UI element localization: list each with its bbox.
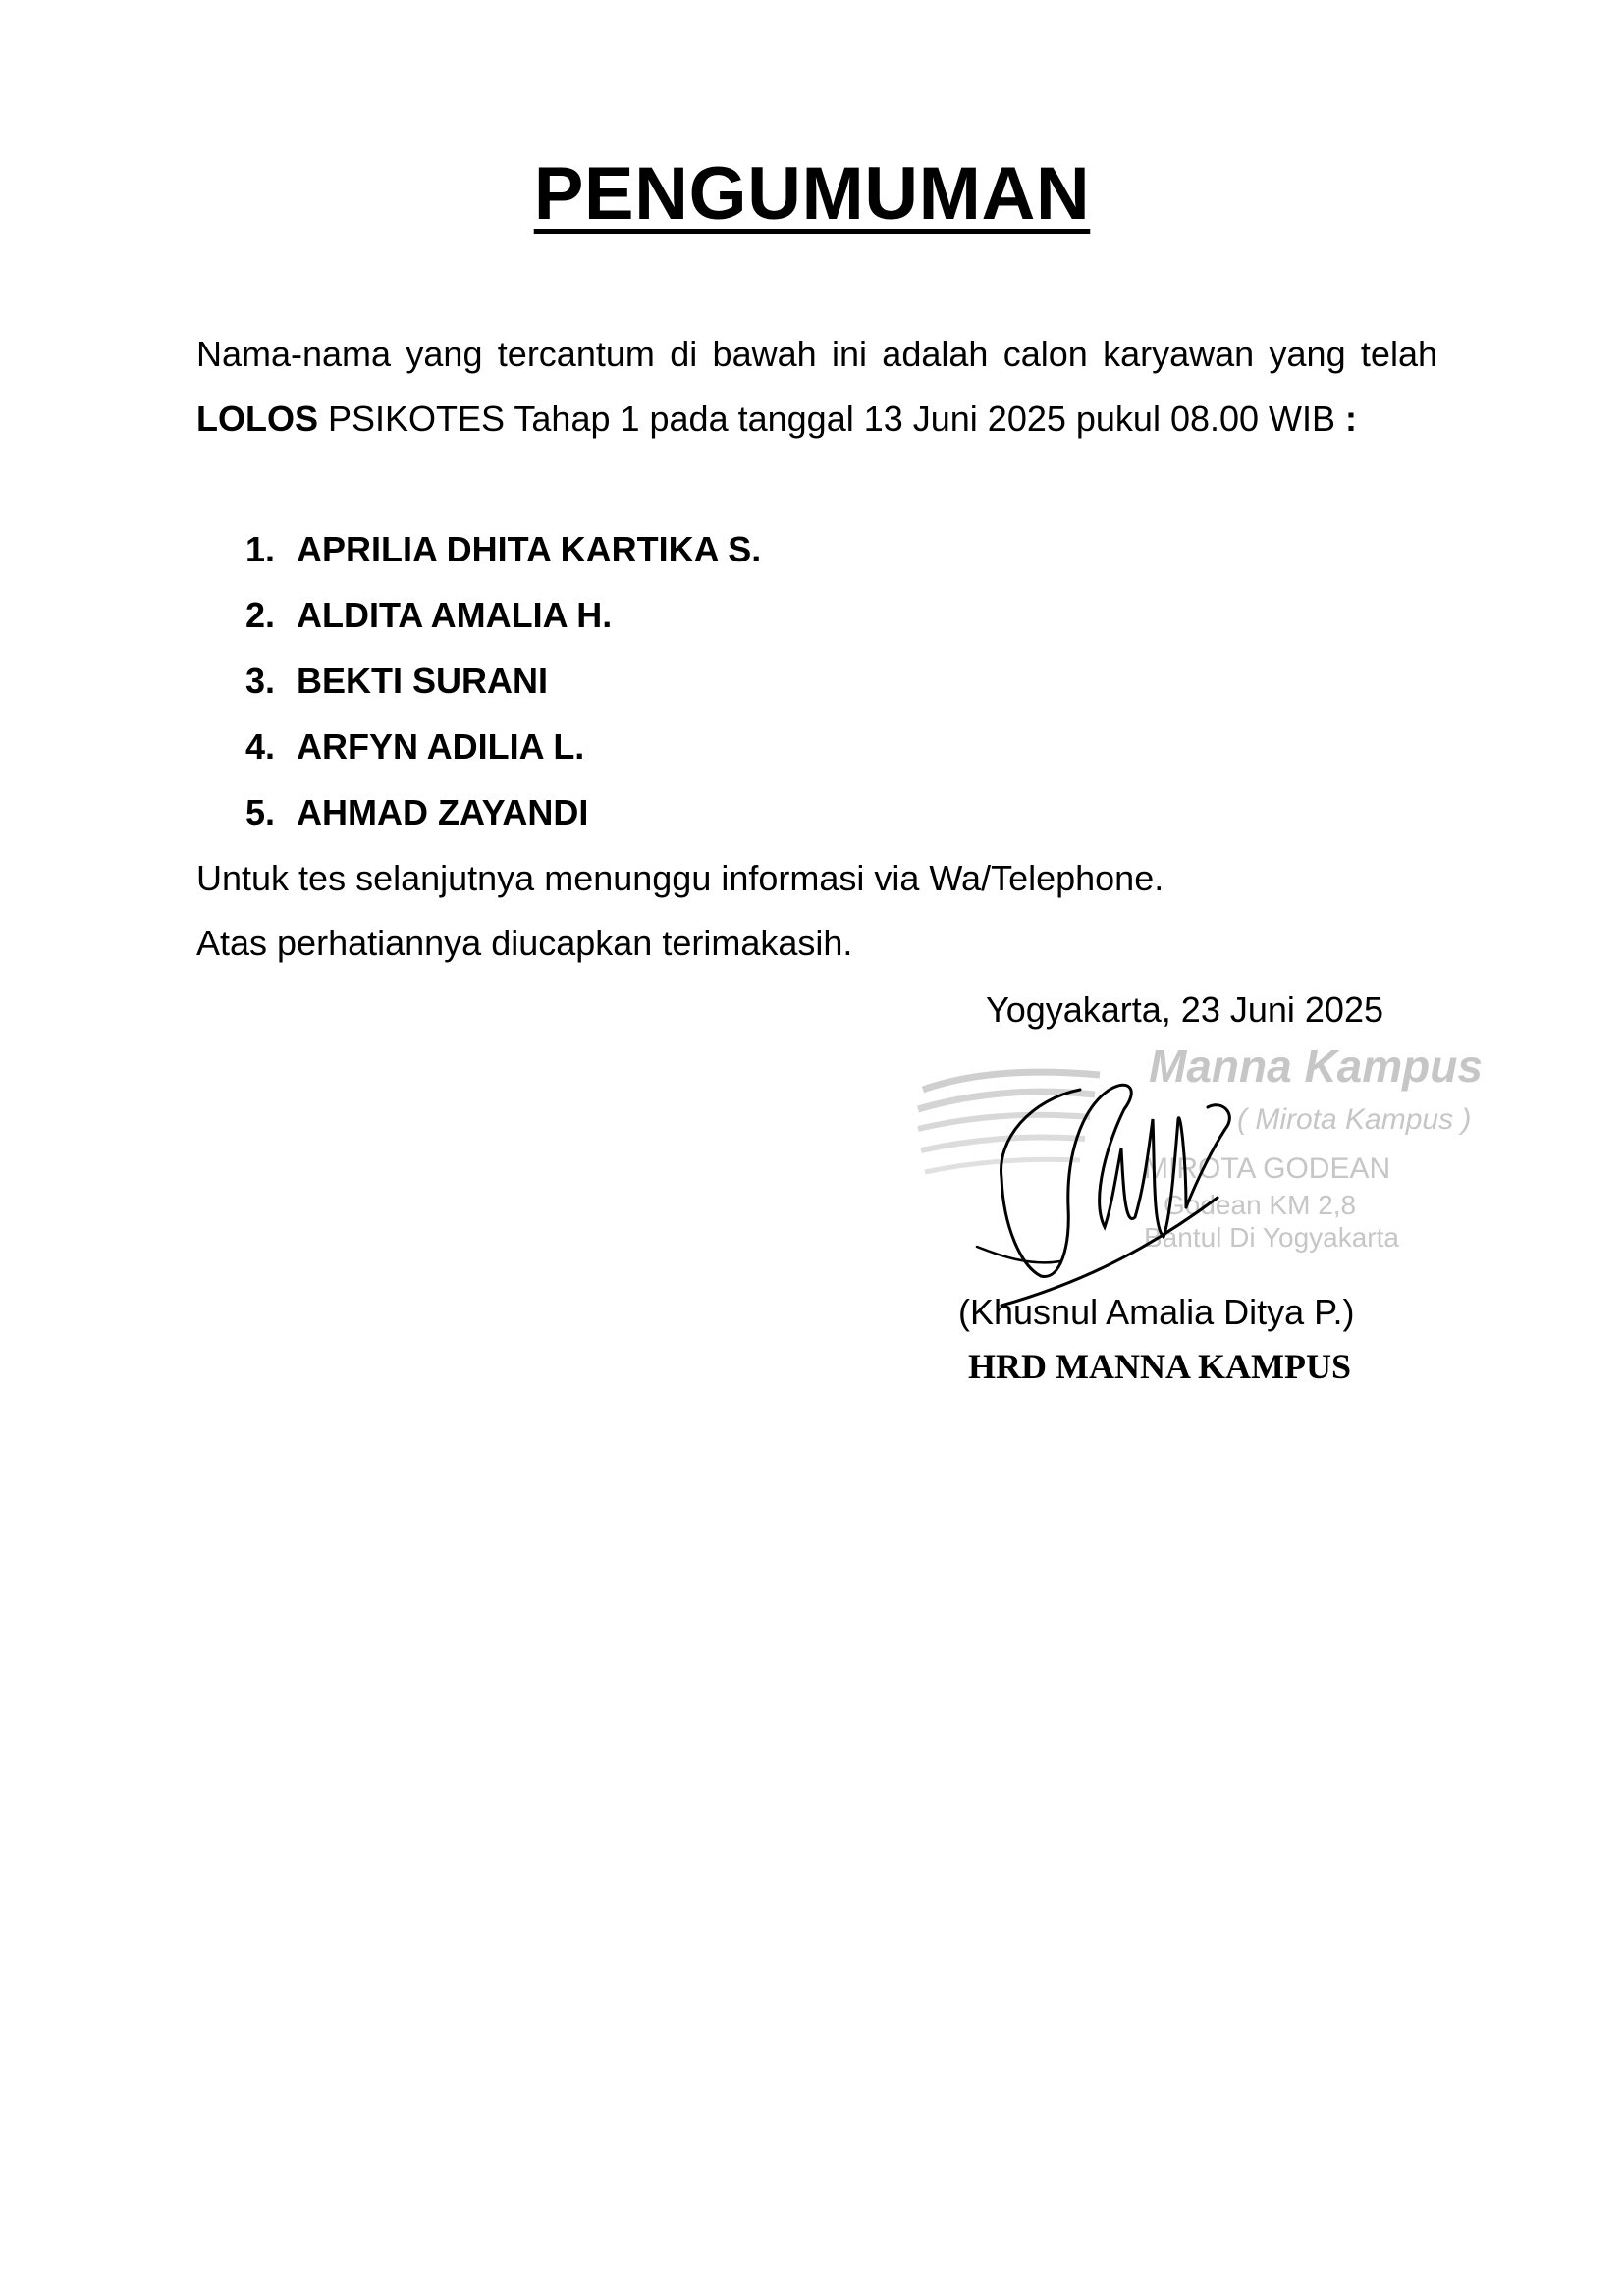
list-item xyxy=(245,516,761,582)
signer-title: HRD MANNA KAMPUS xyxy=(968,1347,1351,1386)
followup-note: Untuk tes selanjutnya menunggu informasi via Wa/Telephone. xyxy=(196,858,1164,898)
stamp-line2: Godean KM 2,8 xyxy=(1164,1190,1357,1220)
intro-text-part1: Nama-nama yang tercantum di bawah ini adalah calon karyawan yang telah xyxy=(196,334,1437,374)
signer-name: (Khusnul Amalia Ditya P.) xyxy=(958,1292,1355,1332)
page-title: PENGUMUMAN xyxy=(533,152,1091,236)
stamp-line1: MIROTA GODEAN xyxy=(1144,1152,1391,1185)
intro-paragraph xyxy=(196,322,1437,452)
list-item-name: ARFYN ADILIA L. xyxy=(297,726,585,767)
candidate-list xyxy=(245,516,761,845)
list-item-number: 2. xyxy=(245,595,276,635)
list-item xyxy=(245,714,761,779)
list-item-name: APRILIA DHITA KARTIKA S. xyxy=(297,529,762,569)
stamp-brand: Manna Kampus xyxy=(1149,1041,1483,1092)
intro-colon: : xyxy=(1345,399,1358,439)
list-item-number: 5. xyxy=(245,792,276,832)
stamp-sub: ( Mirota Kampus ) xyxy=(1237,1103,1472,1136)
list-item-number: 3. xyxy=(245,661,276,701)
list-item-name: BEKTI SURANI xyxy=(297,661,549,701)
list-item-name: AHMAD ZAYANDI xyxy=(297,792,589,832)
list-item-number: 4. xyxy=(245,726,276,767)
intro-emphasis: LOLOS xyxy=(196,399,318,439)
list-item xyxy=(245,582,761,648)
list-item xyxy=(245,648,761,714)
intro-text-part2: PSIKOTES Tahap 1 pada tanggal 13 Juni 2025 pukul 08.00 WIB xyxy=(318,399,1346,439)
list-item-number: 1. xyxy=(245,529,276,569)
closing-text: Atas perhatiannya diucapkan terimakasih. xyxy=(196,923,853,963)
stamp-line3: Bantul Di Yogyakarta xyxy=(1144,1222,1399,1253)
place-date: Yogyakarta, 23 Juni 2025 xyxy=(986,989,1383,1030)
list-item xyxy=(245,779,761,845)
list-item-name: ALDITA AMALIA H. xyxy=(297,595,613,635)
